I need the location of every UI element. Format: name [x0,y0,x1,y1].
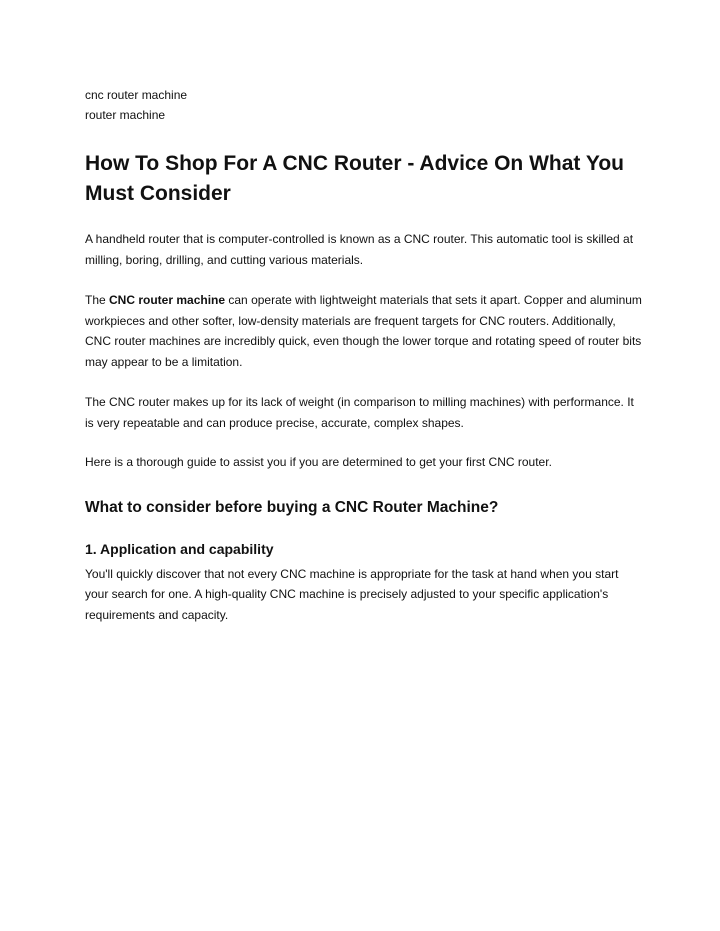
article-title: How To Shop For A CNC Router - Advice On What You Must Consider [85,152,624,205]
bold-keyword: CNC router machine [109,293,226,307]
keyword-link[interactable]: router machine [85,108,166,122]
keyword-link[interactable]: cnc router machine [85,88,188,102]
paragraph-prefix: The [85,293,110,307]
paragraph-cnc-router-machine [85,290,645,372]
paragraph-guide: Here is a thorough guide to assist you if you are determined to get your first CNC router. [85,455,552,469]
section-heading: What to consider before buying a CNC Router Machine? [85,498,499,516]
paragraph-suffix: can operate with lightweight materials that sets it apart. Copper and aluminum workpieces and other softer, low-density materials are frequent targets for CNC routers. Additionally, CNC router machines are incredibly quick, even though the lower torque and rotating speed of router bits may appear to be a limitation. [85,293,642,369]
subsection-heading: 1. Application and capability [85,540,274,557]
paragraph-application: You'll quickly discover that not every CNC machine is appropriate for the task at hand when you start your search for one. A high-quality CNC machine is precisely adjusted to your specific application's requirements and capacity. [85,566,619,622]
paragraph-performance: The CNC router makes up for its lack of weight (in comparison to milling machines) with performance. It is very repeatable and can produce precise, accurate, complex shapes. [85,395,634,430]
paragraph-intro: A handheld router that is computer-controlled is known as a CNC router. This automatic tool is skilled at milling, boring, drilling, and cutting various materials. [85,232,634,267]
document-page [85,85,645,625]
